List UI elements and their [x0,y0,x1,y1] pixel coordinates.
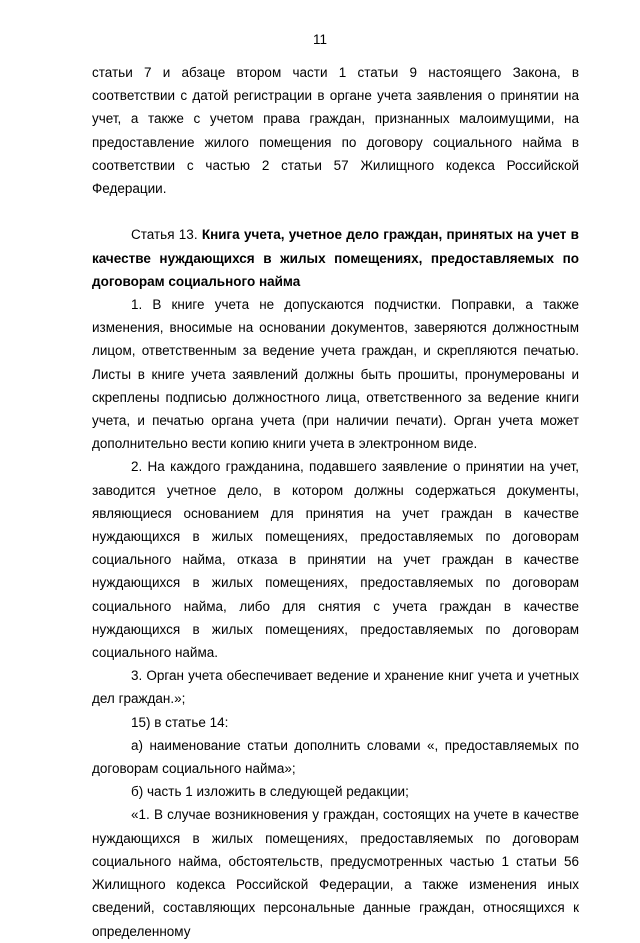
article-13-item-3: 3. Орган учета обеспечивает ведение и хранение книг учета и учетных дел граждан.»; [92,668,579,707]
article-13-label: Статья 13. [131,227,202,243]
article-13-heading [92,223,579,293]
document-body [92,61,579,943]
page-number: 11 [312,32,327,47]
paragraph-continuation: статьи 7 и абзаце втором части 1 статьи 9 настоящего Закона, в соответствии с датой регистрации в органе учета заявления о принятии на учет, а также с учетом права граждан, признанных малоимущими, на предоставление жилого помещения по договору социального найма в соответствии с частью 2 статьи 57 Жилищного кодекса Российской Федерации. [92,65,579,197]
article-13-item-1: 1. В книге учета не допускаются подчистки. Поправки, а также изменения, вносимые на основании документов, заверяются должностным лицом, ответственным за ведение учета граждан, и скрепляются печатью. Листы в книге учета заявлений должны быть прошиты, пронумерованы и скреплены подписью должностного лица, ответственного за ведение книги учета, и печатью органа учета (при наличии печати). Орган учета может дополнительно вести копию книги учета в электронном виде. [92,297,579,452]
article-13-title: Книга учета, учетное дело граждан, принятых на учет в качестве нуждающихся в жилых помещениях, предоставляемых по договорам социального найма [92,227,579,289]
amendment-item-15-b: б) часть 1 изложить в следующей редакции; [131,784,409,800]
quoted-part-1: «1. В случае возникновения у граждан, состоящих на учете в качестве нуждающихся в жилых помещениях, предоставляемых по договорам социального найма, обстоятельств, предусмотренных частью 1 статьи 56 Жилищного кодекса Российской Федерации, а также изменения иных сведений, составляющих персональные данные граждан, относящихся к определенному [92,807,579,939]
article-13-item-2: 2. На каждого гражданина, подавшего заявление о принятии на учет, заводится учетное дело, в котором должны содержаться документы, являющиеся основанием для принятия на учет граждан в качестве нуждающихся в жилых помещениях, предоставляемых по договорам социального найма, отказа в принятии на учет граждан в качестве нуждающихся в жилых помещениях, предоставляемых по договорам социального найма, либо для снятия с учета граждан в качестве нуждающихся в жилых помещениях, предоставляемых по договорам социального найма. [92,459,579,661]
amendment-item-15-a: а) наименование статьи дополнить словами «, предоставляемых по договорам социального найма»; [92,737,579,777]
amendment-item-15: 15) в статье 14: [131,714,229,730]
